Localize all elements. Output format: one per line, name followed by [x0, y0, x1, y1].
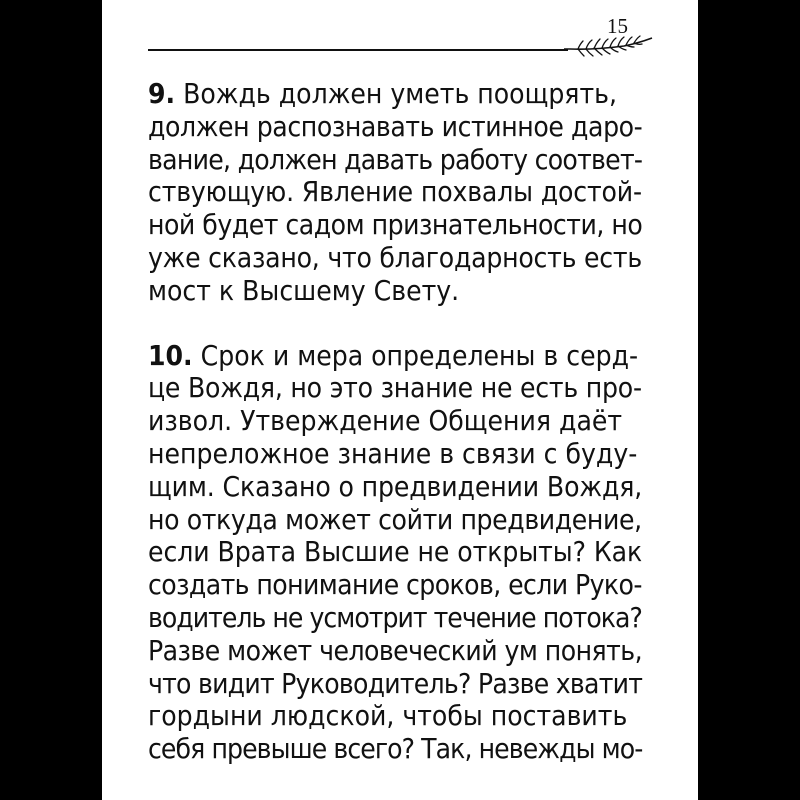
body-text	[148, 78, 642, 766]
paragraph-9	[148, 78, 642, 308]
paragraph-line: уже сказано, что благодарность есть	[148, 240, 642, 274]
line-text: Срок и мера определены в серд-	[200, 338, 639, 372]
paragraph-line: щим. Сказано о предвидении Вождя,	[148, 469, 643, 503]
paragraph-number: 10.	[148, 338, 193, 372]
paragraph-line: водитель не усмотрит течение потока?	[148, 600, 642, 634]
paragraph-line: ствующую. Явление похвалы достой-	[148, 175, 642, 209]
paragraph-line	[148, 78, 642, 111]
paragraph-line: Разве может человеческий ум понять,	[148, 633, 643, 667]
header-rule	[148, 49, 568, 51]
paragraph-line: что видит Руководитель? Разве хватит	[148, 666, 643, 700]
paragraph-line: но откуда может сойти предвидение,	[148, 502, 642, 536]
paragraph-line: непреложное знание в связи с буду-	[148, 436, 638, 470]
paragraph-line: вание, должен давать работу соответ-	[148, 142, 643, 176]
book-page	[102, 0, 698, 800]
paragraph-line: создать понимание сроков, если Руко-	[148, 568, 642, 602]
line-text: Вождь должен уметь поощрять,	[183, 77, 617, 110]
paragraph-line: должен распознавать истинное даро-	[148, 109, 643, 143]
paragraph-10	[148, 340, 642, 766]
paragraph-line: извол. Утверждение Общения даёт	[148, 404, 623, 438]
paragraph-line: себя превыше всего? Так, невежды мо-	[148, 732, 643, 766]
paragraph-line: мост к Высшему Свету.	[148, 273, 460, 307]
paragraph-number: 9.	[148, 77, 176, 110]
paragraph-line	[148, 340, 642, 373]
paragraph-line: если Врата Высшие не открыты? Как	[148, 535, 643, 569]
paragraph-line: гордыни людской, чтобы поставить	[148, 699, 628, 733]
fern-ornament-icon	[564, 34, 654, 60]
paragraph-line: ной будет садом признательности, но	[148, 208, 643, 242]
page-number: 15	[607, 14, 628, 38]
paragraph-line: це Вождя, но это знание не есть про-	[148, 371, 642, 405]
